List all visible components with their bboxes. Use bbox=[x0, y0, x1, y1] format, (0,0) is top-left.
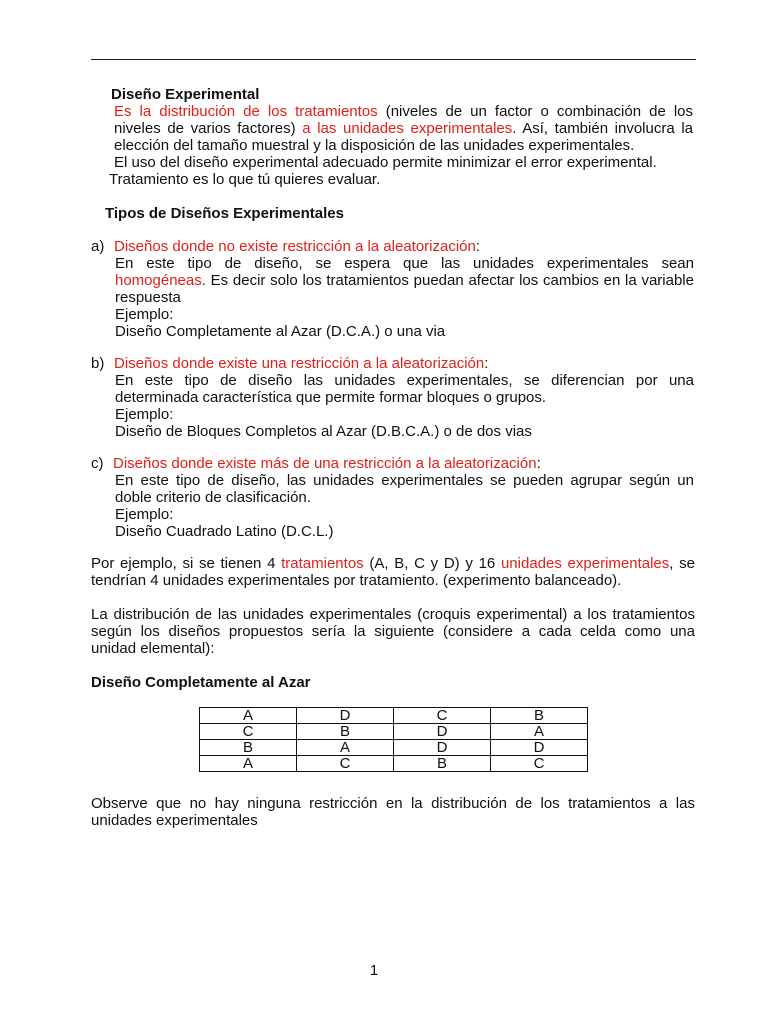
example-paragraph: Por ejemplo, si se tienen 4 tratamientos (A, B, C y D) y 16 unidades experimentales, se tendrían 4 unidades experimentales por tratamiento. (experimento balanceado). bbox=[91, 555, 695, 589]
type-b-title: Diseños donde existe una restricción a la aleatorización: bbox=[114, 355, 489, 372]
type-a-title: Diseños donde no existe restricción a la aleatorización: bbox=[114, 238, 481, 255]
table-cell: B bbox=[200, 740, 297, 756]
table-cell: D bbox=[491, 740, 588, 756]
table-cell: C bbox=[491, 756, 588, 772]
table-cell: A bbox=[491, 724, 588, 740]
dca-layout-table bbox=[199, 707, 588, 772]
table-cell: D bbox=[394, 724, 491, 740]
type-a-marker: a) bbox=[91, 238, 105, 255]
table-row bbox=[200, 724, 588, 740]
type-b-example: Diseño de Bloques Completos al Azar (D.B.C.A.) o de dos vias bbox=[115, 423, 532, 440]
table-cell: C bbox=[297, 756, 394, 772]
type-b-body: En este tipo de diseño las unidades experimentales, se diferencian por una determinada característica que permite formar bloques o grupos. Ejemplo: Diseño de Bloques Completos al Azar (D.B.C.A.) o de dos vias bbox=[115, 372, 694, 440]
page-number: 1 bbox=[369, 962, 379, 979]
type-a-example: Diseño Completamente al Azar (D.C.A.) o una via bbox=[115, 323, 446, 340]
table-cell: D bbox=[394, 740, 491, 756]
type-c-example: Diseño Cuadrado Latino (D.C.L.) bbox=[115, 523, 334, 540]
table-cell: B bbox=[491, 708, 588, 724]
type-c-marker: c) bbox=[91, 455, 104, 472]
table-row bbox=[200, 740, 588, 756]
table-cell: D bbox=[297, 708, 394, 724]
table-cell: C bbox=[394, 708, 491, 724]
table-row bbox=[200, 756, 588, 772]
intro-line-4: El uso del diseño experimental adecuado permite minimizar el error experimental. bbox=[114, 154, 657, 171]
distribution-paragraph: La distribución de las unidades experimentales (croquis experimental) a los tratamientos según los diseños propuestos sería la siguiente (considere a cada celda como una unidad elemental): bbox=[91, 606, 695, 657]
intro-line-3: elección del tamaño muestral y la disposición de las unidades experimentales. bbox=[114, 137, 635, 154]
intro-definition bbox=[114, 103, 693, 171]
intro-line-2: niveles de varios factores) a las unidades experimentales. Así, también involucra la bbox=[114, 120, 693, 137]
intro-treatment-note: Tratamiento es lo que tú quieres evaluar. bbox=[109, 171, 381, 188]
type-c-title: Diseños donde existe más de una restricción a la aleatorización: bbox=[113, 455, 541, 472]
type-c-body: En este tipo de diseño, las unidades experimentales se pueden agrupar según un doble criterio de clasificación. Ejemplo: Diseño Cuadrado Latino (D.C.L.) bbox=[115, 472, 694, 540]
table-cell: A bbox=[297, 740, 394, 756]
dca-heading: Diseño Completamente al Azar bbox=[91, 674, 311, 691]
types-heading: Tipos de Diseños Experimentales bbox=[105, 205, 344, 222]
observe-paragraph: Observe que no hay ninguna restricción en la distribución de los tratamientos a las unidades experimentales bbox=[91, 795, 695, 829]
table-cell: A bbox=[200, 756, 297, 772]
table-cell: B bbox=[394, 756, 491, 772]
table-row bbox=[200, 708, 588, 724]
intro-line-1: Es la distribución de los tratamientos (niveles de un factor o combinación de los bbox=[114, 103, 693, 120]
table-cell: B bbox=[297, 724, 394, 740]
table-cell: A bbox=[200, 708, 297, 724]
type-a-body: En este tipo de diseño, se espera que las unidades experimentales sean homogéneas. Es decir solo los tratamientos puedan afectar los cambios en la variable respuesta Ejemplo: Diseño Completamente al Azar (D.C.A.) o una via bbox=[115, 255, 694, 340]
table-cell: C bbox=[200, 724, 297, 740]
header-rule bbox=[91, 59, 696, 60]
type-b-marker: b) bbox=[91, 355, 105, 372]
section-heading: Diseño Experimental bbox=[111, 86, 260, 103]
